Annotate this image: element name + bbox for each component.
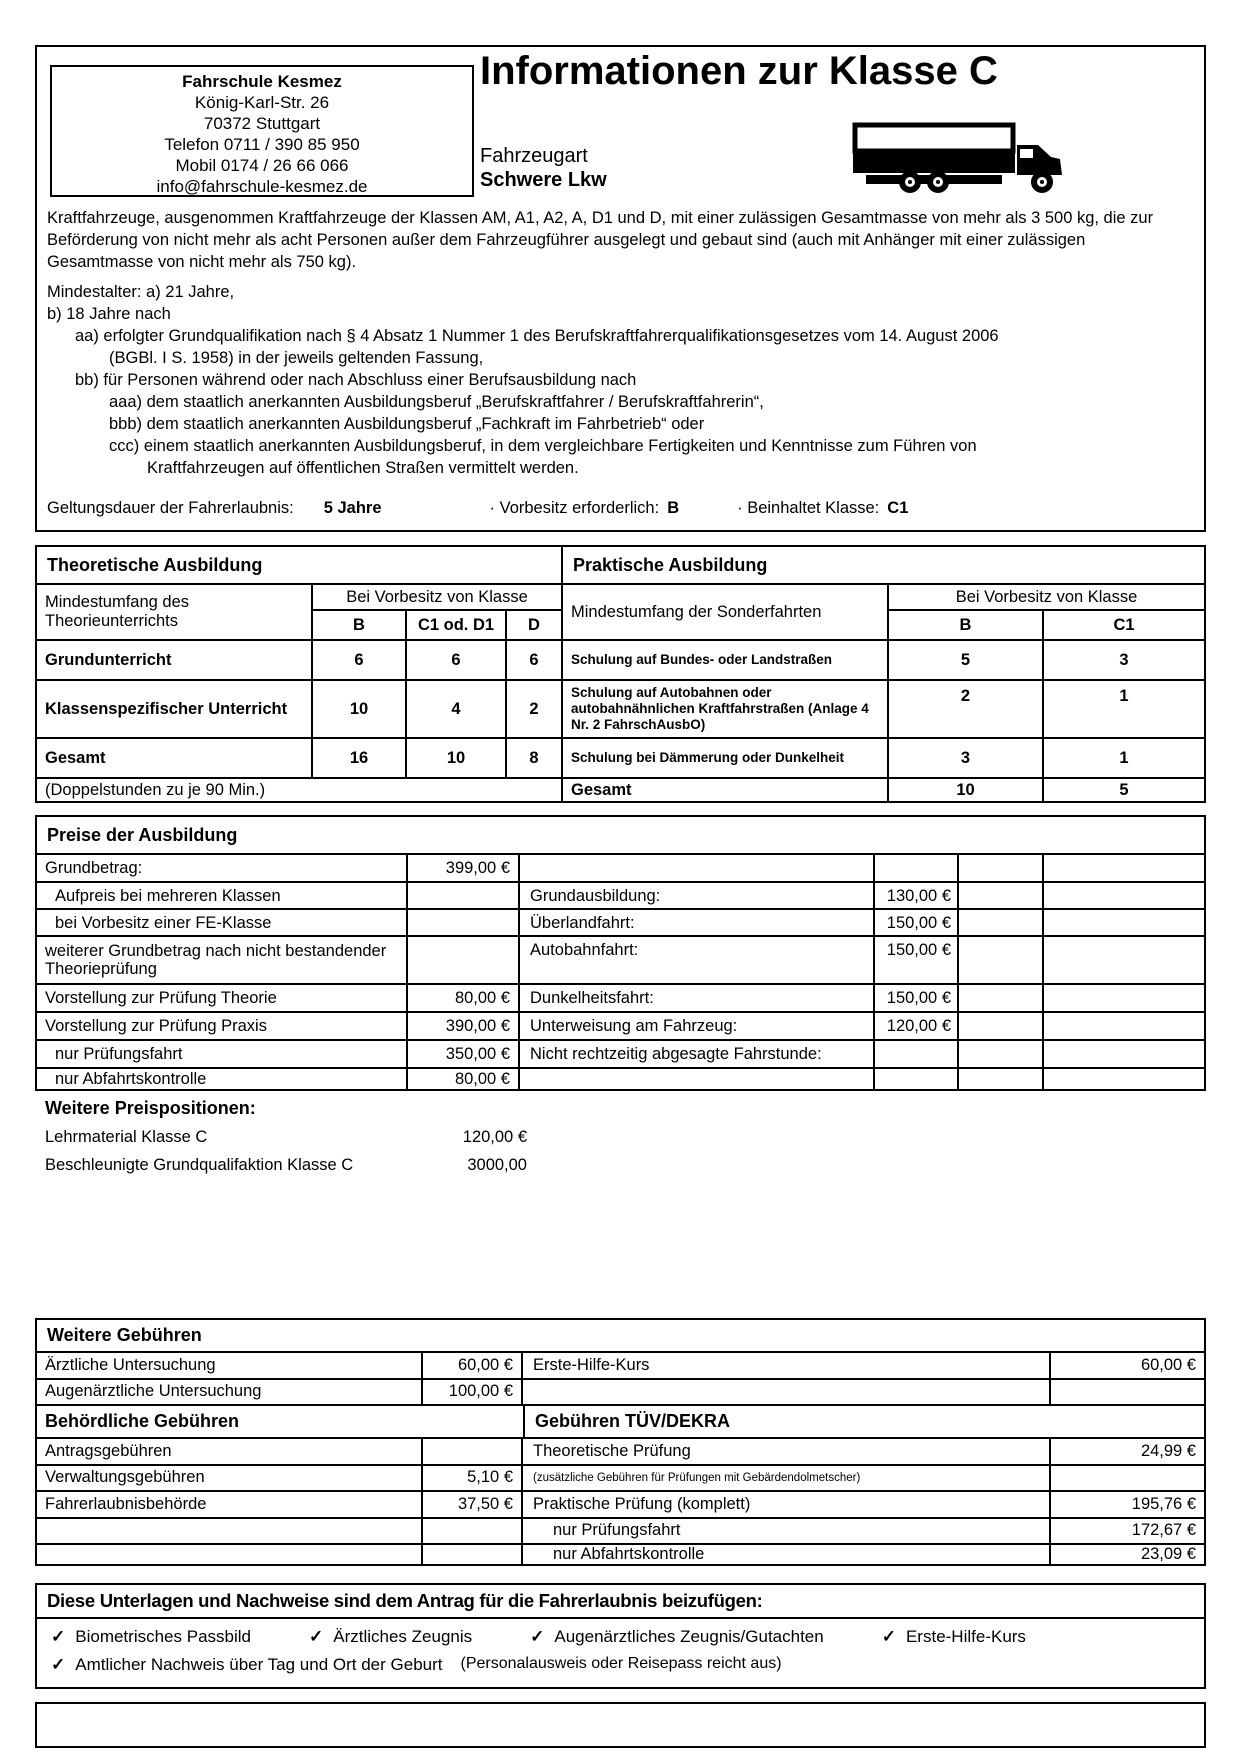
check-icon: ✓ <box>51 1627 66 1646</box>
fees-subheader-row <box>37 1406 1204 1439</box>
practice-value: 3 <box>889 739 1044 777</box>
list-item <box>35 1128 655 1147</box>
fee-value: 100,00 € <box>423 1380 523 1404</box>
theory-col-d: D <box>528 615 540 634</box>
fee-label: nur Prüfungsfahrt <box>523 1519 1051 1543</box>
empty-cell <box>1044 985 1204 1011</box>
school-name: Fahrschule Kesmez <box>182 72 342 91</box>
theory-col-c1d1: C1 od. D1 <box>407 611 507 639</box>
fee-value: 23,09 € <box>1140 1545 1196 1564</box>
truck-icon <box>852 119 1064 199</box>
table-row <box>37 1545 1204 1564</box>
fee-value: 5,10 € <box>423 1466 523 1490</box>
practice-col-b: B <box>889 611 1044 639</box>
table-row <box>563 779 1204 801</box>
tuv-dekra-subheader: Gebühren TÜV/DEKRA <box>535 1411 731 1432</box>
empty-cell <box>959 1069 1044 1089</box>
theory-row-label: Grundunterricht <box>37 641 313 679</box>
document-item: Augenärztliches Zeugnis/Gutachten <box>554 1627 824 1646</box>
school-phone: Telefon 0711 / 390 85 950 <box>164 135 360 154</box>
document-item: Amtlicher Nachweis über Tag und Ort der Geburt <box>75 1655 443 1674</box>
price-value <box>875 1041 959 1067</box>
table-row <box>563 681 1204 739</box>
fee-value <box>1051 1466 1204 1490</box>
table-row <box>37 1466 1204 1492</box>
fee-label: Antragsgebühren <box>37 1439 423 1463</box>
price-value: 150,00 € <box>875 985 959 1011</box>
table-row <box>37 739 561 779</box>
theory-header-row <box>37 585 561 641</box>
school-city: 70372 Stuttgart <box>203 114 321 133</box>
fee-label: Fahrerlaubnisbehörde <box>37 1492 423 1516</box>
price-value: 80,00 € <box>408 1069 520 1089</box>
price-value <box>408 883 520 908</box>
price-label <box>520 855 875 881</box>
fee-label: nur Abfahrtskontrolle <box>523 1545 1051 1564</box>
fee-label <box>37 1545 423 1564</box>
validity-label: Geltungsdauer der Fahrerlaubnis: <box>47 499 294 517</box>
price-label: Vorstellung zur Prüfung Theorie <box>37 985 408 1011</box>
fee-label: Verwaltungsgebühren <box>37 1466 423 1490</box>
practice-title: Praktische Ausbildung <box>563 547 1204 585</box>
practice-value: 10 <box>889 779 1044 801</box>
clause-bbb: bbb) dem staatlich anerkannten Ausbildungsberuf „Fachkraft im Fahrbetrieb“ oder <box>109 415 705 433</box>
practice-row-label: Schulung auf Autobahnen oder autobahnähnlichen Kraftfahrstraßen (Anlage 4 Nr. 2 FahrschAusbO) <box>563 681 889 737</box>
fee-label: Ärztliche Untersuchung <box>37 1353 423 1377</box>
document-item: Ärztliches Zeugnis <box>333 1627 473 1646</box>
practice-row-label: Schulung bei Dämmerung oder Dunkelheit <box>563 739 889 777</box>
school-contact-card <box>50 65 474 197</box>
check-icon: ✓ <box>309 1627 324 1646</box>
extra-prices-title: Weitere Preispositionen: <box>45 1098 256 1118</box>
empty-cell <box>1044 1013 1204 1039</box>
practice-row-label: Gesamt <box>563 779 889 801</box>
price-value: 150,00 € <box>875 937 959 983</box>
prices-section <box>35 815 1206 1091</box>
price-value: 150,00 € <box>875 910 959 935</box>
fee-value: 60,00 € <box>1140 1355 1196 1374</box>
table-row <box>37 985 1204 1013</box>
check-icon: ✓ <box>530 1627 545 1646</box>
table-row <box>37 1519 1204 1545</box>
price-value: 120,00 € <box>875 1013 959 1039</box>
price-label: Nicht rechtzeitig abgesagte Fahrstunde: <box>520 1041 875 1067</box>
empty-cell <box>1044 855 1204 881</box>
price-label: Aufpreis bei mehreren Klassen <box>37 883 408 908</box>
empty-cell <box>1044 937 1204 983</box>
required-documents-section <box>35 1583 1206 1689</box>
list-item <box>530 1627 824 1647</box>
theory-value: 2 <box>529 699 539 718</box>
theory-row-header: Mindestumfang des Theorieunterrichts <box>37 585 313 639</box>
table-row <box>37 641 561 681</box>
fee-label <box>523 1380 1051 1404</box>
price-label: Autobahnfahrt: <box>520 937 875 983</box>
empty-cell <box>959 1013 1044 1039</box>
empty-cell <box>1044 883 1204 908</box>
theory-row-label: Gesamt <box>37 739 313 777</box>
fee-value <box>423 1519 523 1543</box>
extra-prices-section <box>35 1098 655 1175</box>
table-row <box>37 937 1204 985</box>
price-value <box>408 937 520 983</box>
document-item: Erste-Hilfe-Kurs <box>905 1627 1026 1646</box>
training-tables-section <box>35 545 1206 803</box>
theory-value: 6 <box>407 641 507 679</box>
price-label: nur Prüfungsfahrt <box>37 1041 408 1067</box>
price-value: 399,00 € <box>408 855 520 881</box>
price-label: Grundbetrag: <box>37 855 408 881</box>
validity-value: 5 Jahre <box>323 499 382 517</box>
price-label: Vorstellung zur Prüfung Praxis <box>37 1013 408 1039</box>
table-row <box>37 1041 1204 1069</box>
authority-fees-subheader: Behördliche Gebühren <box>37 1406 525 1437</box>
header-section <box>35 45 1206 532</box>
table-row <box>37 883 1204 910</box>
document-item-note: (Personalausweis oder Reisepass reicht aus) <box>460 1655 782 1672</box>
table-row <box>37 681 561 739</box>
practice-header-row <box>563 585 1204 641</box>
fee-value <box>423 1545 523 1564</box>
price-value <box>408 910 520 935</box>
table-row <box>37 1380 1204 1406</box>
fee-label: Theoretische Prüfung <box>523 1439 1051 1463</box>
list-item <box>309 1627 472 1647</box>
empty-cell <box>959 910 1044 935</box>
theory-value: 6 <box>313 641 407 679</box>
price-label <box>520 1069 875 1089</box>
empty-cell <box>959 985 1044 1011</box>
price-label: Dunkelheitsfahrt: <box>520 985 875 1011</box>
theory-value: 6 <box>529 650 539 669</box>
list-item <box>882 1627 1026 1647</box>
theory-table <box>37 547 561 801</box>
fee-label: Erste-Hilfe-Kurs <box>523 1353 1051 1377</box>
min-age-line-b: b) 18 Jahre nach <box>47 305 171 323</box>
clause-aaa: aaa) dem staatlich anerkannten Ausbildungsberuf „Berufskraftfahrer / Berufskraftfahrerin“, <box>109 393 764 411</box>
table-row <box>37 1439 1204 1465</box>
list-item <box>51 1655 443 1675</box>
practice-col-group: Bei Vorbesitz von Klasse <box>889 585 1204 611</box>
clause-aa-cont: (BGBl. I S. 1958) in der jeweils geltenden Fassung, <box>109 349 484 367</box>
table-row <box>563 641 1204 681</box>
documents-row-1 <box>51 1627 1190 1647</box>
table-row <box>37 1353 1204 1379</box>
fees-section <box>35 1318 1206 1566</box>
empty-cell <box>1044 910 1204 935</box>
list-item <box>35 1156 655 1175</box>
table-row <box>37 1013 1204 1041</box>
theory-row-label: Klassenspezifischer Unterricht <box>37 681 313 737</box>
prerequisite-value: B <box>667 499 680 517</box>
table-row <box>37 855 1204 883</box>
theory-value: 10 <box>407 739 507 777</box>
check-icon: ✓ <box>881 1627 896 1646</box>
empty-cell <box>959 937 1044 983</box>
fee-value: 172,67 € <box>1131 1521 1196 1540</box>
practice-row-label: Schulung auf Bundes- oder Landstraßen <box>563 641 889 679</box>
theory-col-group: Bei Vorbesitz von Klasse <box>313 585 561 611</box>
vehicle-type-value: Schwere Lkw <box>480 169 607 191</box>
class-description <box>47 207 1195 479</box>
practice-value: 5 <box>889 641 1044 679</box>
list-item <box>51 1627 251 1647</box>
price-value: 80,00 € <box>408 985 520 1011</box>
theory-title: Theoretische Ausbildung <box>37 547 561 585</box>
price-value: 130,00 € <box>875 883 959 908</box>
empty-cell <box>1044 1041 1204 1067</box>
empty-cell <box>1044 1069 1204 1089</box>
practice-table <box>561 547 1204 801</box>
practice-value: 1 <box>1119 748 1129 767</box>
vehicle-type-label: Fahrzeugart <box>480 145 588 167</box>
practice-value: 1 <box>1119 687 1129 705</box>
practice-value: 3 <box>1119 650 1129 669</box>
extra-price-value: 120,00 € <box>462 1128 527 1146</box>
theory-footnote: (Doppelstunden zu je 90 Min.) <box>45 780 266 799</box>
clause-ccc: ccc) einem staatlich anerkannten Ausbildungsberuf, in dem vergleichbare Fertigkeiten und Kenntnisse zum Führen von <box>109 437 977 455</box>
clause-ccc-cont: Kraftfahrzeugen auf öffentlichen Straßen vermittelt werden. <box>147 459 579 477</box>
fee-value: 60,00 € <box>423 1353 523 1377</box>
fee-note: (zusätzliche Gebühren für Prüfungen mit Gebärdendolmetscher) <box>523 1466 1051 1490</box>
fee-label: Augenärztliche Untersuchung <box>37 1380 423 1404</box>
practice-row-header: Mindestumfang der Sonderfahrten <box>563 585 889 639</box>
empty-cell <box>959 883 1044 908</box>
page-title: Informationen zur Klasse C <box>480 49 998 93</box>
empty-cell <box>959 1041 1044 1067</box>
document-item: Biometrisches Passbild <box>75 1627 251 1646</box>
fee-value: 37,50 € <box>423 1492 523 1516</box>
table-row <box>37 1069 1204 1089</box>
extra-price-label: Lehrmaterial Klasse C <box>45 1128 208 1146</box>
theory-value: 16 <box>313 739 407 777</box>
fees-title: Weitere Gebühren <box>37 1320 1204 1353</box>
fee-value: 24,99 € <box>1140 1442 1196 1461</box>
fee-label: Praktische Prüfung (komplett) <box>523 1492 1051 1516</box>
theory-value: 4 <box>407 681 507 737</box>
table-row <box>563 739 1204 779</box>
description-paragraph: Kraftfahrzeuge, ausgenommen Kraftfahrzeuge der Klassen AM, A1, A2, A, D1 und D, mit einer zulässigen Gesamtmasse von mehr als 3 500 kg, die zur Beförderung von nicht mehr als acht Personen außer dem Fahrzeugführer ausgelegt und gebaut sind (auch mit Anhänger mit einer zulässigen Gesamtmasse von nicht mehr als 750 kg). <box>47 209 1154 271</box>
fee-value: 195,76 € <box>1131 1494 1196 1513</box>
price-value: 390,00 € <box>408 1013 520 1039</box>
theory-value: 8 <box>529 748 539 767</box>
clause-aa: aa) erfolgter Grundqualifikation nach § 4 Absatz 1 Nummer 1 des Berufskraftfahrerqualifikationsgesetzes vom 14. August 2006 <box>75 327 999 345</box>
practice-value: 5 <box>1119 780 1129 799</box>
theory-col-b: B <box>313 611 407 639</box>
fee-value <box>423 1439 523 1463</box>
includes-label: · Beinhaltet Klasse: <box>737 499 880 517</box>
prerequisite-label: · Vorbesitz erforderlich: <box>489 499 660 517</box>
empty-cell <box>959 855 1044 881</box>
theory-value: 10 <box>313 681 407 737</box>
price-label: bei Vorbesitz einer FE-Klasse <box>37 910 408 935</box>
price-value: 350,00 € <box>408 1041 520 1067</box>
prices-title: Preise der Ausbildung <box>37 817 1204 855</box>
fee-value <box>1051 1380 1204 1404</box>
school-email: info@fahrschule-kesmez.de <box>156 177 368 196</box>
practice-col-c1: C1 <box>1113 615 1135 634</box>
fee-label <box>37 1519 423 1543</box>
price-label: nur Abfahrtskontrolle <box>37 1069 408 1089</box>
footer-empty-box <box>35 1702 1206 1748</box>
table-row <box>37 1492 1204 1518</box>
check-icon: ✓ <box>51 1655 66 1674</box>
price-label: weiterer Grundbetrag nach nicht bestandender Theorieprüfung <box>37 937 408 983</box>
school-mobile: Mobil 0174 / 26 66 066 <box>175 156 349 175</box>
price-label: Überlandfahrt: <box>520 910 875 935</box>
extra-price-value: 3000,00 <box>467 1156 527 1174</box>
school-street: König-Karl-Str. 26 <box>194 93 330 112</box>
price-value <box>875 1069 959 1089</box>
documents-title: Diese Unterlagen und Nachweise sind dem Antrag für die Fahrerlaubnis beizufügen: <box>37 1585 1204 1619</box>
clause-bb: bb) für Personen während oder nach Abschluss einer Berufsausbildung nach <box>75 371 637 389</box>
includes-value: C1 <box>887 499 909 517</box>
validity-row <box>47 499 908 518</box>
price-label: Unterweisung am Fahrzeug: <box>520 1013 875 1039</box>
documents-row-2 <box>51 1655 1190 1675</box>
min-age-line-a: Mindestalter: a) 21 Jahre, <box>47 283 235 301</box>
price-value <box>875 855 959 881</box>
practice-value: 2 <box>889 681 1044 737</box>
extra-price-label: Beschleunigte Grundqualifaktion Klasse C <box>45 1156 354 1174</box>
table-row <box>37 910 1204 937</box>
price-label: Grundausbildung: <box>520 883 875 908</box>
